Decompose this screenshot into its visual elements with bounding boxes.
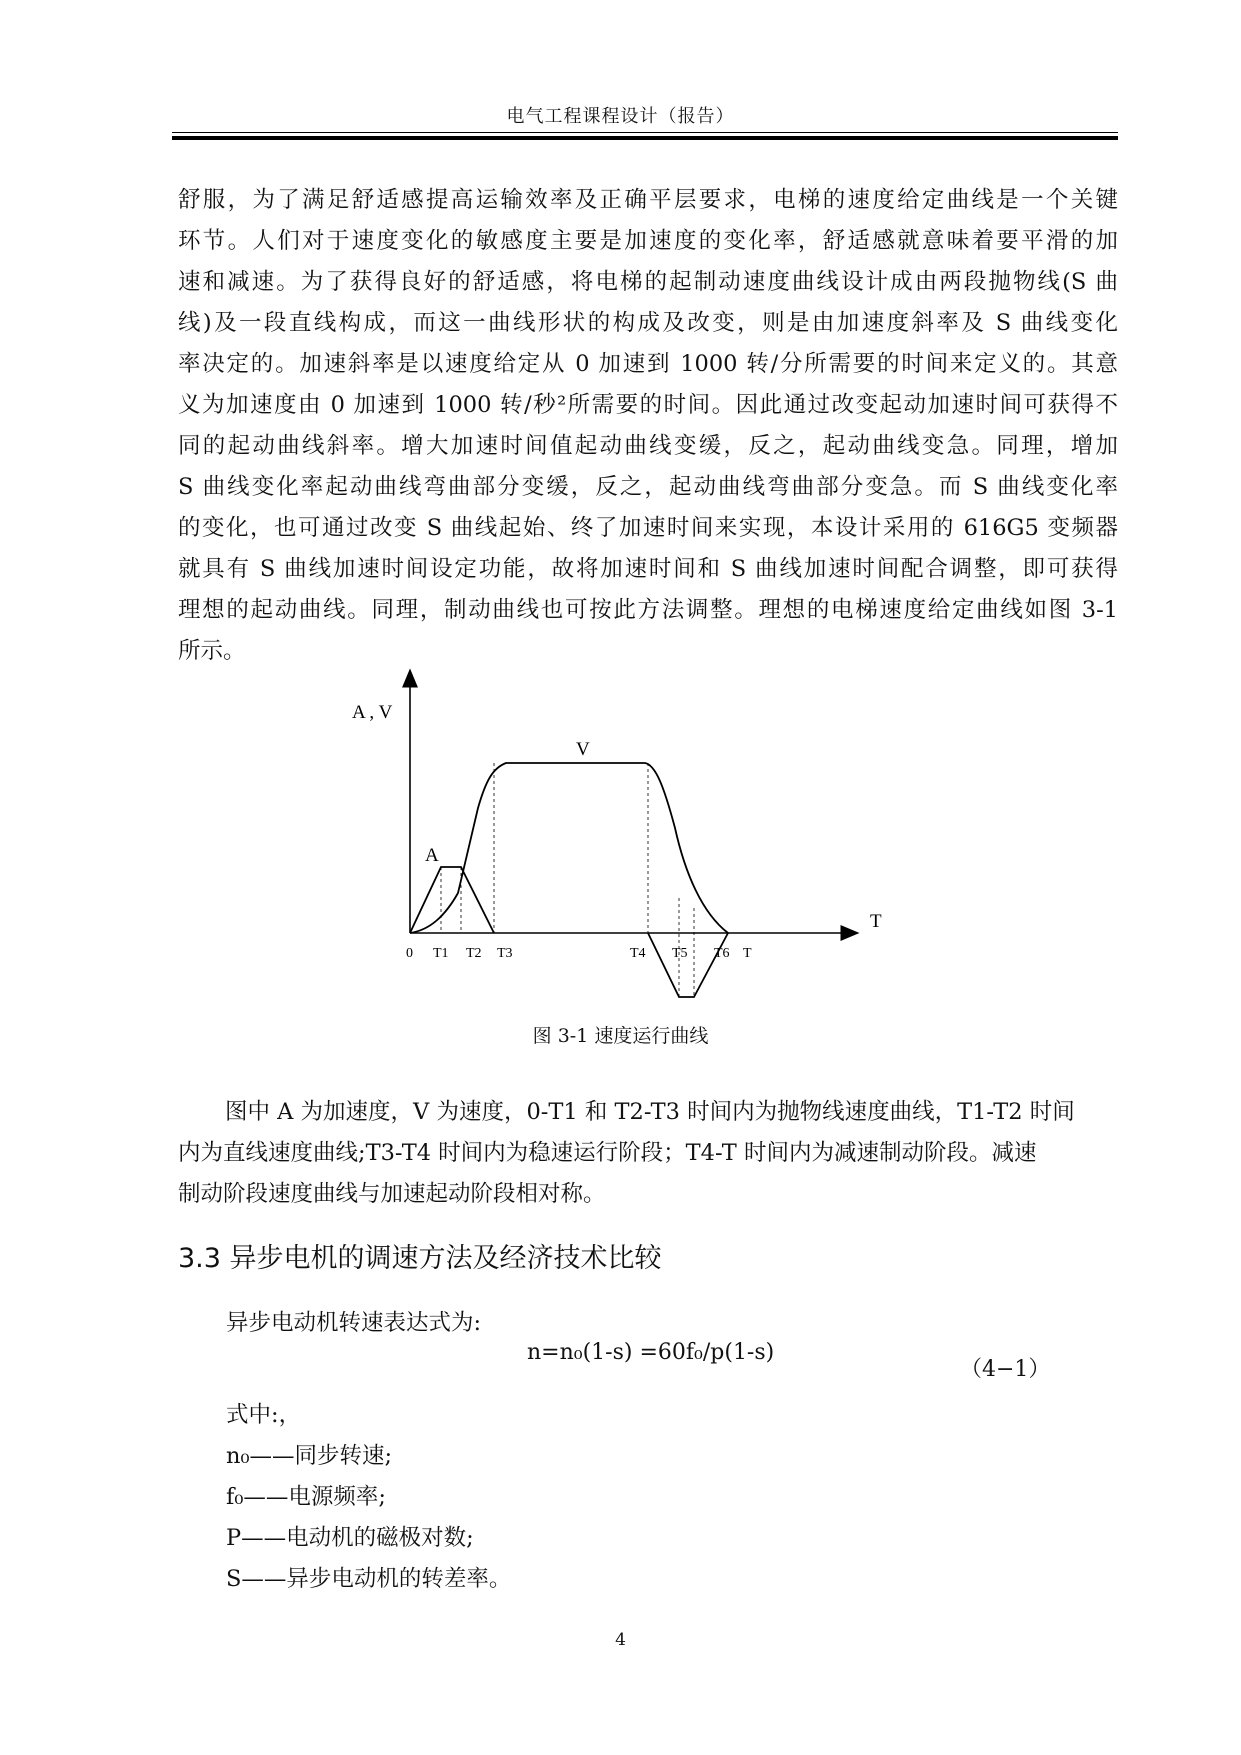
definitions-intro: 式中:，: [226, 1402, 302, 1428]
tick-label-0: 0: [406, 946, 413, 961]
deceleration-curve: [648, 933, 728, 997]
paragraph-line: 线)及一段直线构成，而这一曲线形状的构成及改变，则是由加速度斜率及 S 曲线变化: [178, 310, 1118, 336]
paragraph-line: 环节。人们对于速度变化的敏感度主要是加速度的变化率，舒适感就意味着要平滑的加: [178, 228, 1118, 254]
paragraph-line: 图中 A 为加速度，V 为速度，0-T1 和 T2-T3 时间内为抛物线速度曲线，T1-T2 时间: [225, 1099, 1075, 1125]
header-rule-thin: [172, 132, 1118, 133]
paragraph-line: 同的起动曲线斜率。增大加速时间值起动曲线变缓，反之，起动曲线变急。同理，增加: [178, 433, 1118, 459]
x-axis-label: T: [870, 911, 882, 932]
paragraph-line: 制动阶段速度曲线与加速起动阶段相对称。: [178, 1181, 606, 1207]
paragraph-line: 理想的起动曲线。同理，制动曲线也可按此方法调整。理想的电梯速度给定曲线如图 3-1: [178, 597, 1118, 623]
tick-label-t1: T1: [433, 946, 449, 961]
tick-label-t2: T2: [466, 946, 482, 961]
paragraph-line: 就具有 S 曲线加速时间设定功能，故将加速时间和 S 曲线加速时间配合调整，即可获得: [178, 556, 1118, 582]
paragraph-line: 舒服，为了满足舒适感提高运输效率及正确平层要求，电梯的速度给定曲线是一个关键: [178, 187, 1118, 213]
page-number: 4: [615, 1630, 626, 1650]
tick-label-t3: T3: [497, 946, 513, 961]
paragraph-2: [178, 1092, 1118, 1215]
velocity-label: V: [576, 739, 590, 760]
paragraph-1: [178, 180, 1118, 672]
tick-labels: [406, 946, 752, 961]
paragraph-line: 义为加速度由 0 加速到 1000 转/秒²所需要的时间。因此通过改变起动加速时间可获得不: [178, 392, 1118, 418]
formula-number: （4−1）: [960, 1357, 1051, 1382]
paragraph-line: 内为直线速度曲线;T3-T4 时间内为稳速运行阶段；T4-T 时间内为减速制动阶段。减速: [178, 1140, 1037, 1166]
formula-expression: n=n₀(1-s) =60f₀/p(1-s): [527, 1340, 775, 1365]
paragraph-line: 速和减速。为了获得良好的舒适感，将电梯的起制动速度曲线设计成由两段抛物线(S 曲: [178, 269, 1118, 295]
paragraph-line: 所示。: [178, 638, 246, 664]
acceleration-curve: [410, 867, 494, 933]
tick-label-t: T: [743, 946, 752, 961]
acceleration-label: A: [425, 845, 439, 866]
tick-label-t6: T6: [714, 946, 730, 961]
section-heading: 3.3 异步电机的调速方法及经济技术比较: [178, 1243, 662, 1274]
header-rule-thick: [172, 136, 1118, 140]
guide-lines: [441, 763, 694, 997]
paragraph-line: 率决定的。加速斜率是以速度给定从 0 加速到 1000 转/分所需要的时间来定义的。其意: [178, 351, 1118, 377]
definition-item: S——异步电动机的转差率。: [226, 1566, 512, 1592]
tick-label-t4: T4: [630, 946, 646, 961]
definition-item: P——电动机的磁极对数;: [226, 1525, 474, 1551]
definition-item: n₀——同步转速;: [226, 1443, 393, 1469]
running-header: 电气工程课程设计（报告）: [506, 106, 735, 127]
paragraph-line: 的变化，也可通过改变 S 曲线起始、终了加速时间来实现，本设计采用的 616G5 变频器: [178, 515, 1118, 541]
tick-label-t5: T5: [672, 946, 688, 961]
formula-intro: 异步电动机转速表达式为:: [226, 1310, 482, 1336]
speed-curve-figure: [330, 668, 890, 1008]
definition-item: f₀——电源频率;: [226, 1484, 386, 1510]
figure-caption: 图 3-1 速度运行曲线: [532, 1025, 709, 1047]
paragraph-line: S 曲线变化率起动曲线弯曲部分变缓，反之，起动曲线弯曲部分变急。而 S 曲线变化率: [178, 474, 1118, 500]
velocity-curve: [410, 763, 728, 933]
y-axis-label: A , V: [352, 702, 393, 723]
speed-curve-diagram: [330, 668, 890, 1008]
